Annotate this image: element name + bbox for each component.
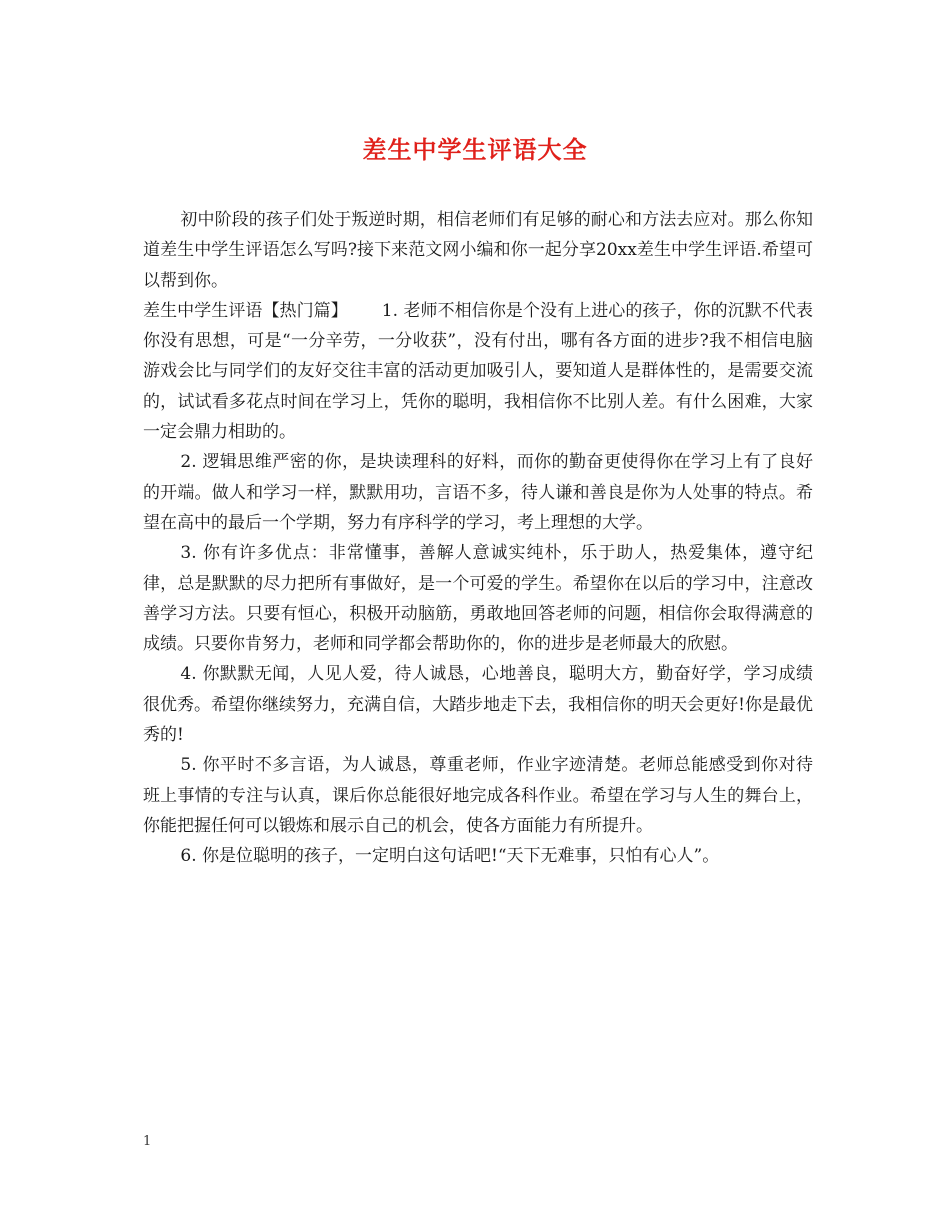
section-paragraph-1 xyxy=(143,296,813,447)
comment-3: 3. 你有许多优点：非常懂事，善解人意诚实纯朴，乐于助人，热爱集体，遵守纪律，总是默默的尽力把所有事做好，是一个可爱的学生。希望你在以后的学习中，注意改善学习方法。只要有恒心，积极开动脑筋，勇敢地回答老师的问题，相信你会取得满意的成绩。只要你肯努力，老师和同学都会帮助你的，你的进步是老师最大的欣慰。 xyxy=(143,543,813,655)
intro-paragraph: 初中阶段的孩子们处于叛逆时期，相信老师们有足够的耐心和方法去应对。那么你知道差生中学生评语怎么写吗?接下来范文网小编和你一起分享20xx差生中学生评语.希望可以帮到你。 xyxy=(143,210,813,291)
comment-2: 2. 逻辑思维严密的你，是块读理科的好料，而你的勤奋更使得你在学习上有了良好的开端。做人和学习一样，默默用功，言语不多，待人谦和善良是你为人处事的特点。希望在高中的最后一个学期，努力有序科学的学习，考上理想的大学。 xyxy=(143,452,813,533)
section-heading: 差生中学生评语【热门篇】 xyxy=(143,300,348,321)
comment-5: 5. 你平时不多言语，为人诚恳，尊重老师，作业字迹清楚。老师总能感受到你对待班上事情的专注与认真，课后你总能很好地完成各科作业。希望在学习与人生的舞台上，你能把握任何可以锻炼和展示自己的机会，使各方面能力有所提升。 xyxy=(143,755,813,836)
comment-1: 1. 老师不相信你是个没有上进心的孩子，你的沉默不代表你没有思想，可是“一分辛劳，一分收获”，没有付出，哪有各方面的进步?我不相信电脑游戏会比与同学们的友好交往丰富的活动更加吸引人，要知道人是群体性的，是需要交流的，试试看多花点时间在学习上，凭你的聪明，我相信你不比别人差。有什么困难，大家一定会鼎力相助的。 xyxy=(143,300,814,443)
comment-4: 4. 你默默无闻，人见人爱，待人诚恳，心地善良，聪明大方，勤奋好学，学习成绩很优秀。希望你继续努力，充满自信，大踏步地走下去，我相信你的明天会更好!你是最优秀的! xyxy=(143,664,813,746)
comment-6: 6. 你是位聪明的孩子，一定明白这句话吧!“天下无难事，只怕有心人”。 xyxy=(180,846,720,867)
document-body xyxy=(143,205,813,872)
page-number: 1 xyxy=(143,1134,152,1149)
document-title: 差生中学生评语大全 xyxy=(362,135,588,164)
